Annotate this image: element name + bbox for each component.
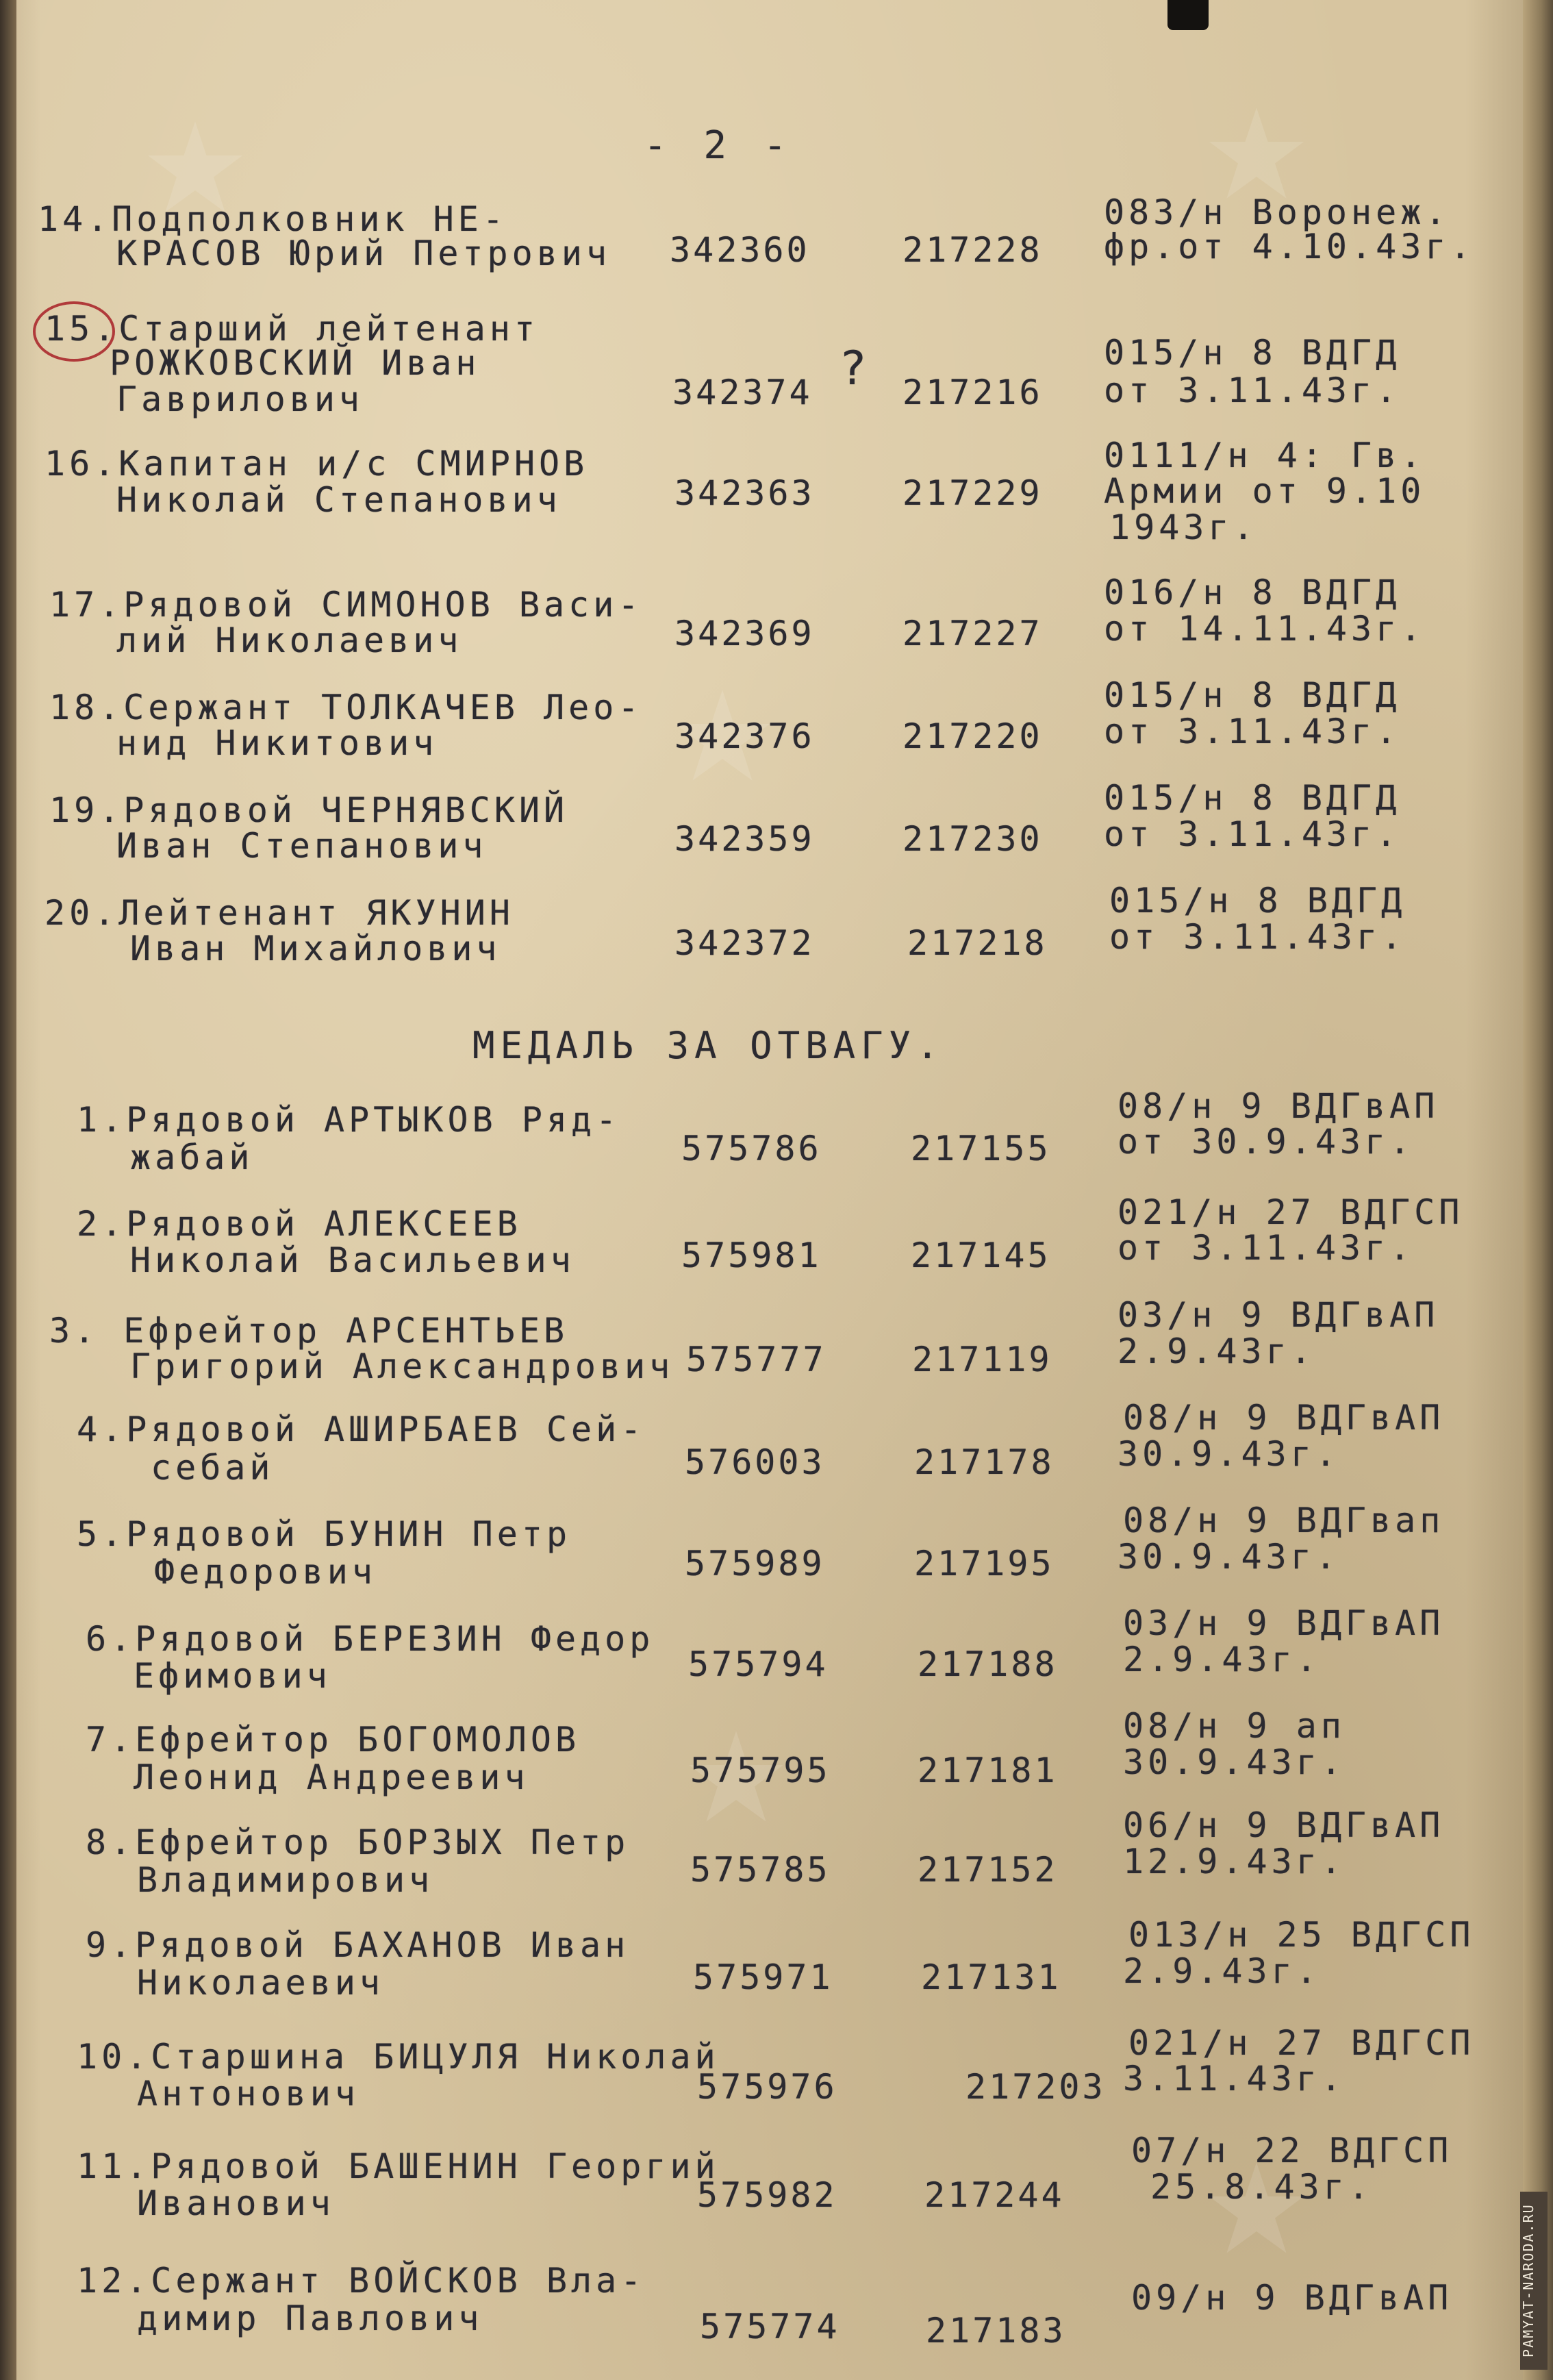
entry-award-number: 217228: [902, 230, 1043, 270]
entry-name-line-3: Гаврилович: [116, 379, 364, 419]
entry-name-line-2: Николаевич: [137, 1963, 385, 2003]
entry-name-line-2: РОЖКОВСКИЙ Иван: [110, 343, 481, 383]
entry-order-line-2: 30.9.43г.: [1118, 1434, 1340, 1474]
entry-award-number: 217229: [902, 473, 1043, 513]
entry-order-line-2: фр.от 4.10.43г.: [1104, 227, 1475, 266]
entry-name-line-1: 8.Ефрейтор БОРЗЫХ Петр: [86, 1822, 630, 1862]
entry-name-line-2: Федорович: [154, 1552, 377, 1592]
entry-name-line-1: 20.Лейтенант ЯКУНИН: [45, 893, 514, 933]
page-number: - 2 -: [644, 123, 794, 168]
entry-certificate-number: 575774: [700, 2307, 840, 2346]
entry-award-number: 217145: [911, 1236, 1051, 1275]
entry-order-line-1: 03/н 9 ВДГвАП: [1123, 1603, 1445, 1643]
entry-name-line-1: 6.Рядовой БЕРЕЗИН Федор: [86, 1619, 655, 1659]
section-heading: МЕДАЛЬ ЗА ОТВАГУ.: [472, 1024, 944, 1067]
entry-award-number: 217216: [902, 373, 1043, 412]
entry-certificate-number: 342374: [672, 373, 813, 412]
entry-name-line-1: 10.Старшина БИЦУЛЯ Николай: [77, 2037, 720, 2077]
entry-order-line-1: 07/н 22 ВДГСП: [1131, 2131, 1453, 2170]
entry-name-line-2: Григорий Александрович: [130, 1346, 674, 1386]
entry-name-line-2: Антонович: [137, 2074, 359, 2114]
entry-order-line-1: 015/н 8 ВДГД: [1104, 778, 1401, 818]
entry-award-number: 217230: [902, 819, 1043, 859]
entry-name-line-2: Леонид Андреевич: [134, 1757, 529, 1797]
entry-award-number: 217119: [912, 1340, 1052, 1379]
entry-award-number: 217195: [914, 1544, 1055, 1583]
entry-award-number: 217155: [911, 1129, 1051, 1168]
entry-order-line-2: от 3.11.43г.: [1104, 712, 1401, 751]
entry-order-line-2: 2.9.43г.: [1123, 1951, 1321, 1991]
entry-award-number: 217131: [921, 1957, 1061, 1997]
entry-order-line-2: 12.9.43г.: [1123, 1842, 1346, 1881]
entry-name-line-2: Николай Степанович: [116, 480, 561, 520]
entry-name-line-1: 18.Сержант ТОЛКАЧЕВ Лео-: [49, 688, 643, 727]
entry-name-line-2: жабай: [130, 1138, 254, 1177]
entry-order-line-2: 3.11.43г.: [1123, 2059, 1346, 2099]
entry-order-line-1: 015/н 8 ВДГД: [1104, 333, 1401, 373]
entry-name-line-1: 9.Рядовой БАХАНОВ Иван: [86, 1925, 630, 1965]
entry-order-line-1: 016/н 8 ВДГД: [1104, 573, 1401, 612]
entry-certificate-number: 575785: [690, 1850, 831, 1890]
entry-order-line-1: 021/н 27 ВДГСП: [1118, 1192, 1464, 1232]
entry-name-line-1: 19.Рядовой ЧЕРНЯВСКИЙ: [49, 790, 569, 830]
entry-certificate-number: 575786: [681, 1129, 822, 1168]
entry-certificate-number: 575989: [685, 1544, 825, 1583]
entry-certificate-number: 342376: [674, 716, 815, 756]
entry-order-line-3: 1943г.: [1109, 508, 1258, 547]
entry-name-line-2: КРАСОВ Юрий Петрович: [116, 234, 611, 273]
entry-certificate-number: 342363: [674, 473, 815, 513]
entry-name-line-1: 4.Рядовой АШИРБАЕВ Сей-: [77, 1410, 646, 1449]
entry-order-line-2: Армии от 9.10: [1104, 471, 1426, 511]
entry-order-line-2: от 3.11.43г.: [1104, 814, 1401, 854]
entry-name-line-1: 11.Рядовой БАШЕНИН Георгий: [77, 2146, 720, 2186]
entry-order-line-2: 30.9.43г.: [1123, 1742, 1346, 1782]
entry-order-line-1: 08/н 9 ап: [1123, 1706, 1346, 1746]
entry-name-line-2: Иванович: [137, 2183, 335, 2223]
entry-name-line-2: Иван Степанович: [116, 826, 488, 866]
page-right-edge: [1523, 0, 1553, 2380]
entry-name-line-1: 5.Рядовой БУНИН Петр: [77, 1514, 572, 1554]
entry-name-line-1: 7.Ефрейтор БОГОМОЛОВ: [86, 1720, 581, 1759]
top-clip: [1167, 0, 1209, 30]
entry-order-line-1: 015/н 8 ВДГД: [1109, 881, 1406, 920]
entry-award-number: 217188: [918, 1644, 1058, 1684]
entry-order-line-1: 03/н 9 ВДГвАП: [1118, 1295, 1439, 1335]
binder-edge: [0, 0, 16, 2380]
entry-order-line-1: 083/н Воронеж.: [1104, 192, 1450, 232]
entry-order-line-2: 2.9.43г.: [1118, 1331, 1315, 1371]
entry-name-line-1: 14.Подполковник НЕ-: [38, 199, 507, 239]
watermark-star-icon: [1205, 103, 1308, 205]
entry-certificate-number: 575777: [686, 1340, 826, 1379]
entry-name-line-1: 15.Старший лейтенант: [45, 309, 540, 349]
entry-order-line-1: 013/н 25 ВДГСП: [1128, 1915, 1475, 1955]
entry-name-line-2: себай: [151, 1448, 275, 1488]
entry-certificate-number: 575976: [697, 2067, 837, 2107]
entry-order-line-2: от 14.11.43г.: [1104, 609, 1426, 649]
entry-name-line-1: 1.Рядовой АРТЫКОВ Ряд-: [77, 1100, 621, 1140]
entry-certificate-number: 575795: [690, 1751, 831, 1790]
entry-name-line-2: Николай Васильевич: [130, 1240, 575, 1280]
entry-certificate-number: 342369: [674, 614, 815, 653]
entry-order-line-1: 021/н 27 ВДГСП: [1128, 2023, 1475, 2063]
entry-award-number: 217203: [965, 2067, 1106, 2107]
entry-name-line-2: Ефимович: [134, 1656, 331, 1696]
entry-order-line-1: 08/н 9 ВДГвАП: [1123, 1398, 1445, 1438]
entry-certificate-number: 575971: [693, 1957, 833, 1997]
entry-award-number: 217218: [907, 923, 1048, 963]
entry-order-line-2: от 3.11.43г.: [1104, 371, 1401, 410]
entry-award-number: 217178: [914, 1442, 1055, 1482]
entry-name-line-2: Владимирович: [137, 1860, 434, 1900]
entry-name-line-1: 3. Ефрейтор АРСЕНТЬЕВ: [49, 1311, 569, 1351]
entry-award-number: 217220: [902, 716, 1043, 756]
entry-name-line-2: Иван Михайлович: [130, 929, 501, 968]
entry-award-number: 217181: [918, 1751, 1058, 1790]
entry-award-number: 217227: [902, 614, 1043, 653]
entry-name-line-2: димир Павлович: [137, 2298, 483, 2338]
entry-certificate-number: 575982: [697, 2175, 837, 2215]
entry-order-line-1: 015/н 8 ВДГД: [1104, 675, 1401, 715]
entry-order-line-2: 30.9.43г.: [1118, 1537, 1340, 1577]
entry-name-line-2: нид Никитович: [116, 723, 438, 763]
entry-order-line-1: 0111/н 4: Гв.: [1104, 436, 1426, 475]
entry-order-line-1: 06/н 9 ВДГвАП: [1123, 1805, 1445, 1845]
entry-order-line-2: от 30.9.43г.: [1118, 1122, 1415, 1162]
entry-order-line-1: 09/н 9 ВДГвАП: [1131, 2278, 1453, 2318]
entry-order-line-2: 2.9.43г.: [1123, 1640, 1321, 1679]
entry-name-line-2: лий Николаевич: [116, 621, 463, 660]
entry-certificate-number: 342372: [674, 923, 815, 963]
entry-certificate-number: 576003: [685, 1442, 825, 1482]
entry-certificate-number: 342359: [674, 819, 815, 859]
entry-name-line-1: 17.Рядовой СИМОНОВ Васи-: [49, 585, 643, 625]
handwritten-question-mark: ?: [839, 342, 871, 396]
entry-award-number: 217183: [926, 2311, 1066, 2351]
entry-order-line-1: 08/н 9 ВДГвап: [1123, 1501, 1445, 1540]
entry-certificate-number: 575794: [688, 1644, 829, 1684]
entry-name-line-1: 12.Сержант ВОЙСКОВ Вла-: [77, 2261, 646, 2301]
entry-order-line-2: 25.8.43г.: [1150, 2167, 1373, 2207]
entry-order-line-1: 08/н 9 ВДГвАП: [1118, 1086, 1439, 1126]
entry-order-line-2: от 3.11.43г.: [1109, 917, 1406, 957]
entry-award-number: 217244: [924, 2175, 1065, 2215]
scan-source-watermark: PAMYAT-NARODA.RU: [1520, 2192, 1548, 2370]
entry-certificate-number: 575981: [681, 1236, 822, 1275]
entry-award-number: 217152: [918, 1850, 1058, 1890]
entry-certificate-number: 342360: [670, 230, 810, 270]
entry-name-line-1: 2.Рядовой АЛЕКСЕЕВ: [77, 1204, 522, 1244]
entry-name-line-1: 16.Капитан и/с СМИРНОВ: [45, 444, 589, 484]
entry-order-line-2: от 3.11.43г.: [1118, 1228, 1415, 1268]
